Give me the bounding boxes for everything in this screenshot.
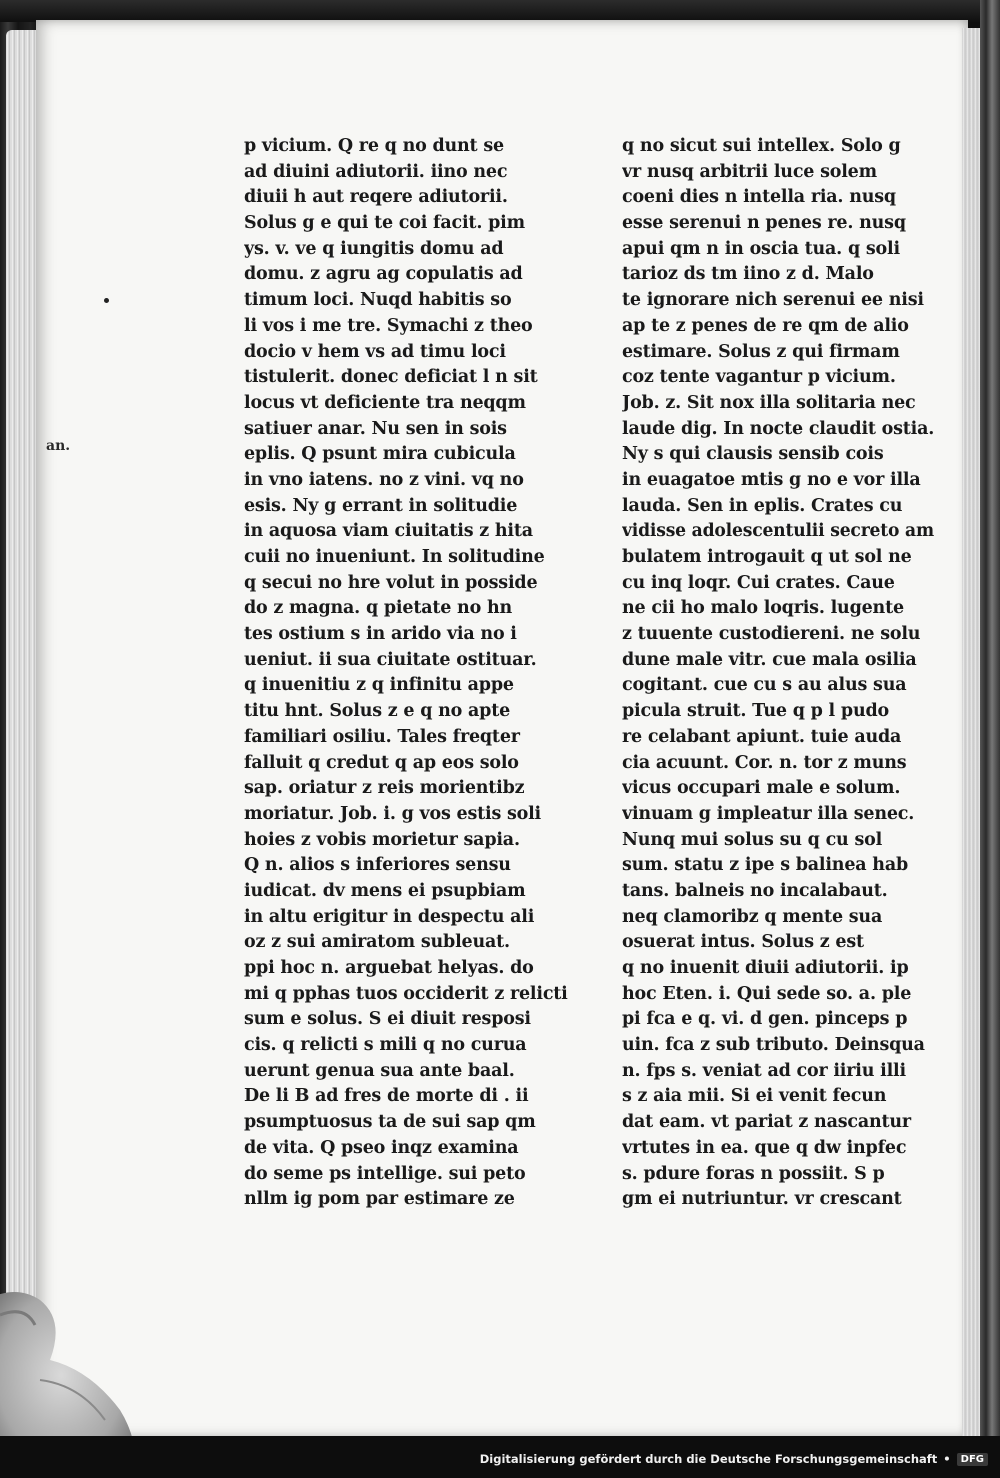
manuscript-line: tans. balneis no incalabaut.: [622, 880, 888, 901]
manuscript-line: Job. z. Sit nox illa solitaria nec: [622, 392, 916, 413]
manuscript-line: diuii h aut reqere adiutorii.: [244, 187, 508, 208]
manuscript-line: vidisse adolescentulii secreto am: [622, 521, 934, 542]
manuscript-line: q inuenitiu z q infinitu appe: [244, 675, 514, 696]
manuscript-line: vr nusq arbitrii luce solem: [622, 161, 877, 182]
manuscript-line: Ny s qui clausis sensib cois: [622, 444, 884, 465]
manuscript-line: sum e solus. S ei diuit resposi: [244, 1009, 531, 1030]
manuscript-line: q no inuenit diuii adiutorii. ip: [622, 958, 909, 978]
manuscript-line: s z aia mii. Si ei venit fecun: [622, 1086, 887, 1107]
manuscript-line: q no sicut sui intellex. Solo g: [622, 136, 901, 156]
manuscript-line: dune male vitr. cue mala osilia: [622, 649, 917, 670]
left-text-column: [244, 134, 574, 1213]
manuscript-line: te ignorare nich serenui ee nisi: [622, 290, 924, 311]
manuscript-line: cogitant. cue cu s au alus sua: [622, 675, 907, 696]
manuscript-line: pi fca e q. vi. d gen. pinceps p: [622, 1009, 908, 1030]
manuscript-line: moriatur. Job. i. g vos estis soli: [244, 803, 542, 824]
manuscript-line: apui qm n in oscia tua. q soli: [622, 238, 900, 259]
manuscript-line: estimare. Solus z qui firmam: [622, 341, 900, 362]
manuscript-line: gm ei nutriuntur. vr crescant: [622, 1189, 902, 1210]
manuscript-line: tarioz ds tm iino z d. Malo: [622, 264, 874, 285]
manuscript-line: s. pdure foras n possiit. S p: [622, 1163, 885, 1184]
manuscript-line: picula struit. Tue q p l pudo: [622, 701, 889, 722]
manuscript-line: de vita. Q pseo inqz examina: [244, 1137, 519, 1158]
manuscript-line: coeni dies n intella ria. nusq: [622, 187, 896, 208]
manuscript-line: iudicat. dv mens ei psupbiam: [244, 880, 526, 901]
manuscript-line: laude dig. In nocte claudit ostia.: [622, 418, 934, 439]
manuscript-line: ys. v. ve q iungitis domu ad: [244, 238, 504, 259]
manuscript-line: in vno iatens. no z vini. vq no: [244, 469, 524, 490]
manuscript-line: re celabant apiunt. tuie auda: [622, 726, 902, 747]
manuscript-line: dat eam. vt pariat z nascantur: [622, 1112, 911, 1133]
top-edge: [0, 0, 1000, 22]
manuscript-line: bulatem introgauit q ut sol ne: [622, 547, 912, 567]
manuscript-line: p vicium. Q re q no dunt se: [244, 136, 504, 156]
manuscript-line: vrtutes in ea. que q dw inpfec: [622, 1137, 907, 1158]
manuscript-line: vicus occupari male e solum.: [622, 778, 901, 799]
manuscript-line: timum loci. Nuqd habitis so: [244, 290, 512, 311]
manuscript-line: cis. q relicti s mili q no curua: [244, 1035, 527, 1056]
page-stack-left: [6, 30, 38, 1430]
credit-text: Digitalisierung gefördert durch die Deutsche Forschungsgemeinschaft: [479, 1452, 938, 1466]
manuscript-line: docio v hem vs ad timu loci: [244, 341, 506, 362]
manuscript-line: in euagatoe mtis g no e vor illa: [622, 469, 921, 490]
manuscript-line: ap te z penes de re qm de alio: [622, 315, 909, 336]
manuscript-line: vinuam g impleatur illa senec.: [622, 803, 915, 824]
manuscript-line: osuerat intus. Solus z est: [622, 932, 864, 953]
manuscript-line: cia acuunt. Cor. n. tor z muns: [622, 752, 907, 773]
manuscript-line: z tuuente custodiereni. ne solu: [622, 624, 921, 645]
manuscript-line: locus vt deficiente tra neqqm: [244, 392, 526, 413]
margin-dot: [104, 298, 109, 303]
manuscript-line: tes ostium s in arido via no i: [244, 624, 517, 645]
manuscript-line: ne cii ho malo loqris. lugente: [622, 598, 904, 619]
manuscript-line: neq clamoribz q mente sua: [622, 906, 883, 927]
manuscript-line: satiuer anar. Nu sen in sois: [244, 418, 507, 439]
manuscript-line: oz z sui amiratom subleuat.: [244, 932, 510, 953]
manuscript-line: esse serenui n penes re. nusq: [622, 213, 906, 234]
manuscript-line: cuii no inueniunt. In solitudine: [244, 547, 545, 567]
manuscript-line: uin. fca z sub tributo. Deinsqua: [622, 1035, 925, 1056]
margin-note: an.: [46, 438, 71, 454]
manuscript-line: ppi hoc n. arguebat helyas. do: [244, 958, 534, 978]
manuscript-line: do seme ps intellige. sui peto: [244, 1163, 526, 1184]
credit-separator: •: [943, 1452, 951, 1466]
manuscript-line: titu hnt. Solus z e q no apte: [244, 701, 511, 722]
manuscript-line: hoies z vobis morietur sapia.: [244, 829, 520, 850]
right-text-column: [622, 134, 934, 1213]
manuscript-line: sap. oriatur z reis morientibz: [244, 778, 525, 799]
manuscript-line: li vos i me tre. Symachi z theo: [244, 315, 533, 336]
manuscript-line: domu. z agru ag copulatis ad: [244, 264, 523, 285]
manuscript-line: n. fps s. veniat ad cor iiriu illi: [622, 1060, 906, 1081]
page-stack-right: [962, 28, 982, 1436]
manuscript-line: do z magna. q pietate no hn: [244, 598, 512, 619]
digitization-credit: [480, 1452, 988, 1466]
manuscript-line: coz tente vagantur p vicium.: [622, 367, 896, 388]
manuscript-line: q secui no hre volut in posside: [244, 572, 538, 593]
manuscript-line: eplis. Q psunt mira cubicula: [244, 444, 516, 465]
manuscript-line: sum. statu z ipe s balinea hab: [622, 855, 908, 876]
manuscript-line: nllm ig pom par estimare ze: [244, 1189, 515, 1210]
manuscript-line: uerunt genua sua ante baal.: [244, 1060, 515, 1081]
manuscript-line: hoc Eten. i. Qui sede so. a. ple: [622, 983, 912, 1004]
manuscript-line: tistulerit. donec deficiat l n sit: [244, 367, 538, 388]
dfg-logo: DFG: [957, 1453, 988, 1466]
manuscript-line: Nunq mui solus su q cu sol: [622, 829, 883, 850]
manuscript-line: familiari osiliu. Tales freqter: [244, 726, 520, 747]
manuscript-line: psumptuosus ta de sui sap qm: [244, 1112, 536, 1133]
manuscript-line: in altu erigitur in despectu ali: [244, 906, 535, 927]
manuscript-line: ad diuini adiutorii. iino nec: [244, 161, 508, 182]
manuscript-line: esis. Ny g errant in solitudie: [244, 495, 518, 516]
manuscript-line: mi q pphas tuos occiderit z relicti: [244, 983, 568, 1004]
book-cover-edge: [980, 0, 1000, 1478]
manuscript-line: lauda. Sen in eplis. Crates cu: [622, 495, 903, 516]
manuscript-line: Q n. alios s inferiores sensu: [244, 855, 511, 876]
manuscript-line: Solus g e qui te coi facit. pim: [244, 213, 525, 234]
manuscript-line: in aquosa viam ciuitatis z hita: [244, 521, 533, 542]
manuscript-line: De li B ad fres de morte di . ii: [244, 1086, 529, 1107]
manuscript-line: falluit q credut q ap eos solo: [244, 752, 519, 773]
manuscript-line: ueniut. ii sua ciuitate ostituar.: [244, 649, 537, 670]
manuscript-line: cu inq loqr. Cui crates. Caue: [622, 572, 895, 593]
